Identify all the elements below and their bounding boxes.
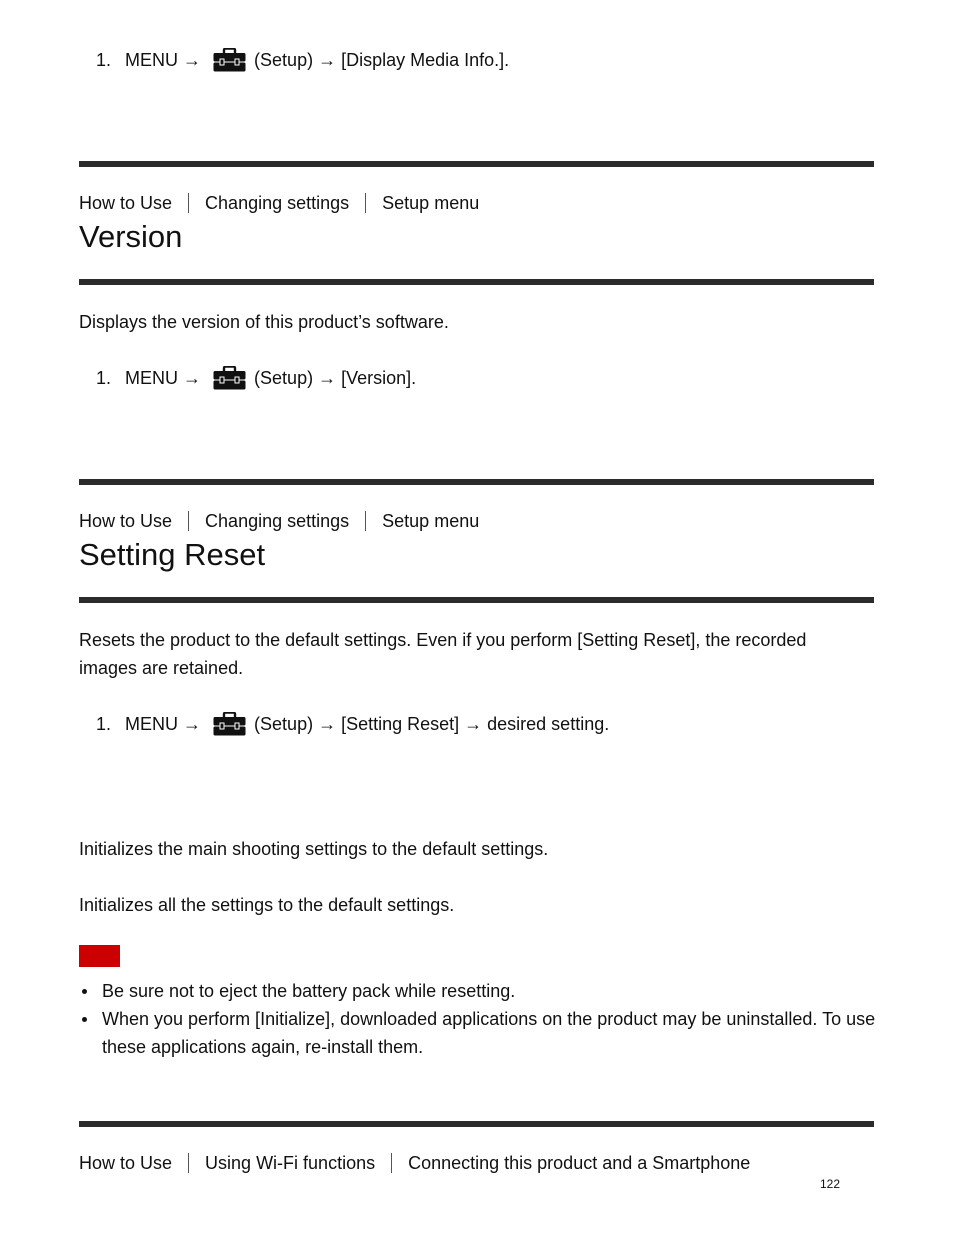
option-description-camera-settings-reset: Initializes the main shooting settings to the default settings.	[79, 839, 549, 859]
step-menu-text: MENU →	[125, 714, 202, 734]
version-description: Displays the version of this product’s software.	[79, 312, 449, 332]
note-item: When you perform [Initialize], downloaded applications on the product may be uninstalled. To use these applications again, re-install them.	[79, 1005, 879, 1061]
breadcrumb-item-setup-menu: Setup menu	[382, 511, 480, 531]
step-number: 1.	[96, 368, 112, 388]
step-path-text: (Setup) → [Version].	[254, 368, 417, 388]
page-number: 122	[820, 1177, 841, 1191]
section-divider	[79, 597, 874, 603]
breadcrumb-item-how-to-use: How to Use	[79, 511, 173, 531]
step-path-text: (Setup) → [Display Media Info.].	[254, 50, 510, 70]
breadcrumb-separator	[188, 193, 189, 213]
step-version	[96, 364, 416, 392]
breadcrumb-separator	[188, 511, 189, 531]
step-setting-reset	[96, 710, 609, 738]
section-divider	[79, 279, 874, 285]
breadcrumb	[79, 1150, 750, 1176]
breadcrumb-item-setup-menu: Setup menu	[382, 193, 480, 213]
breadcrumb-separator	[365, 511, 366, 531]
breadcrumb-item-changing-settings: Changing settings	[205, 511, 350, 531]
breadcrumb	[79, 190, 479, 216]
step-menu-text: MENU →	[125, 368, 202, 388]
setting-reset-description-line2: images are retained.	[79, 658, 244, 678]
step-display-media-info	[96, 46, 509, 74]
breadcrumb-item-connecting-smartphone: Connecting this product and a Smartphone	[408, 1153, 751, 1173]
breadcrumb-item-changing-settings: Changing settings	[205, 193, 350, 213]
step-path-text: (Setup) → [Setting Reset] → desired setting.	[254, 714, 610, 734]
note-list	[79, 977, 879, 1061]
toolbox-setup-icon	[213, 48, 246, 72]
page-title-version: Version	[79, 219, 183, 254]
section-divider	[79, 479, 874, 485]
breadcrumb-item-using-wifi-functions: Using Wi-Fi functions	[205, 1153, 376, 1173]
step-menu-text: MENU →	[125, 50, 202, 70]
section-divider	[79, 161, 874, 167]
breadcrumb	[79, 508, 479, 534]
note-item: Be sure not to eject the battery pack while resetting.	[79, 977, 879, 1005]
breadcrumb-separator	[391, 1153, 392, 1173]
note-marker	[79, 945, 120, 967]
breadcrumb-item-how-to-use: How to Use	[79, 193, 173, 213]
breadcrumb-item-how-to-use: How to Use	[79, 1153, 173, 1173]
step-number: 1.	[96, 714, 112, 734]
breadcrumb-separator	[188, 1153, 189, 1173]
toolbox-setup-icon	[213, 366, 246, 390]
setting-reset-description-line1: Resets the product to the default settings. Even if you perform [Setting Reset], the recorded	[79, 630, 807, 650]
breadcrumb-separator	[365, 193, 366, 213]
step-number: 1.	[96, 50, 112, 70]
section-divider	[79, 1121, 874, 1127]
toolbox-setup-icon	[213, 712, 246, 736]
page-title-setting-reset: Setting Reset	[79, 537, 266, 572]
option-description-initialize: Initializes all the settings to the default settings.	[79, 895, 455, 915]
